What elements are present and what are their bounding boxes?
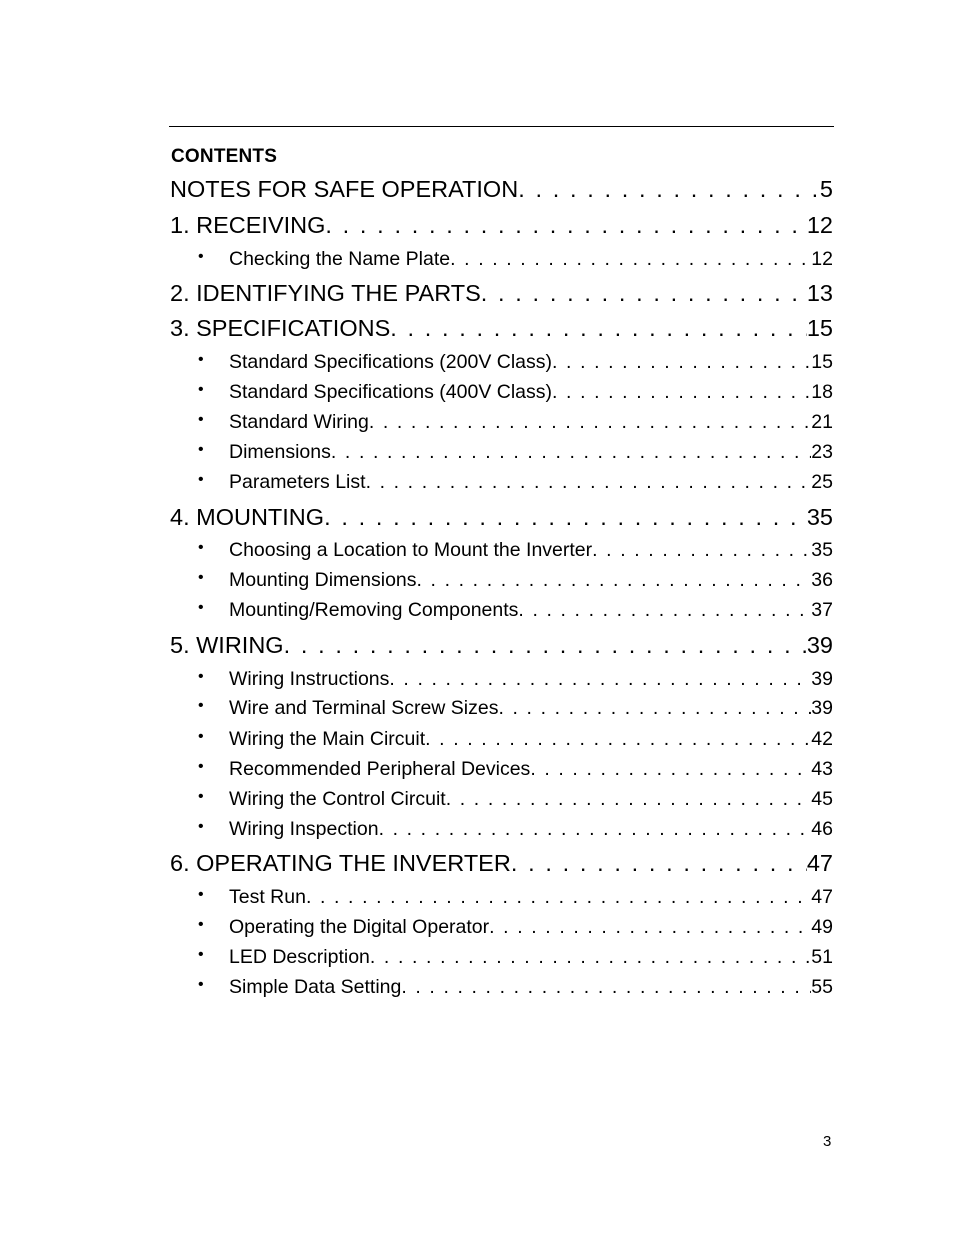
toc-entry-page: 39 bbox=[806, 632, 833, 658]
page-number: 3 bbox=[823, 1133, 832, 1150]
toc-entry-title: Parameters List bbox=[229, 471, 366, 493]
dot-leader bbox=[417, 569, 812, 592]
bullet-icon: • bbox=[198, 916, 204, 933]
bullet-icon: • bbox=[198, 441, 204, 458]
bullet-icon: • bbox=[198, 788, 204, 805]
bullet-icon: • bbox=[198, 381, 204, 398]
toc-subsection-entry[interactable] bbox=[170, 976, 833, 1004]
toc-entry-page: 55 bbox=[811, 976, 833, 998]
toc-entry-title: Test Run bbox=[229, 886, 306, 908]
toc-entry-title: 3. SPECIFICATIONS bbox=[170, 315, 391, 341]
toc-entry-page: 37 bbox=[811, 599, 833, 621]
bullet-icon: • bbox=[198, 351, 204, 368]
toc-entry-page: 45 bbox=[811, 788, 833, 810]
bullet-icon: • bbox=[198, 886, 204, 903]
toc-subsection-entry[interactable] bbox=[170, 248, 833, 276]
bullet-icon: • bbox=[198, 697, 204, 714]
bullet-icon: • bbox=[198, 818, 204, 835]
toc-entry-page: 43 bbox=[811, 758, 833, 780]
toc-entry-page: 51 bbox=[811, 946, 833, 968]
toc-entry-page: 15 bbox=[811, 351, 833, 373]
toc-entry-page: 12 bbox=[811, 248, 833, 270]
toc-entry-page: 23 bbox=[811, 441, 833, 463]
bullet-icon: • bbox=[198, 668, 204, 685]
toc-entry-title: Standard Specifications (200V Class) bbox=[229, 351, 552, 373]
toc-subsection-entry[interactable] bbox=[170, 886, 833, 914]
toc-subsection-entry[interactable] bbox=[170, 441, 833, 469]
bullet-icon: • bbox=[198, 569, 204, 586]
dot-leader bbox=[498, 697, 811, 720]
toc-subsection-entry[interactable] bbox=[170, 946, 833, 974]
toc-entry-title: Checking the Name Plate bbox=[229, 248, 451, 270]
toc-entry-page: 39 bbox=[811, 697, 833, 719]
dot-leader bbox=[324, 504, 807, 531]
toc-entry-page: 35 bbox=[811, 539, 833, 561]
dot-leader bbox=[369, 411, 811, 434]
toc-subsection-entry[interactable] bbox=[170, 818, 833, 846]
toc-entry-title: Wiring Instructions bbox=[229, 668, 390, 690]
dot-leader bbox=[390, 315, 807, 342]
toc-entry-title: Wiring the Main Circuit bbox=[229, 728, 426, 750]
dot-leader bbox=[489, 916, 811, 939]
bullet-icon: • bbox=[198, 976, 204, 993]
dot-leader bbox=[389, 668, 811, 691]
dot-leader bbox=[446, 788, 812, 811]
toc-subsection-entry[interactable] bbox=[170, 668, 833, 696]
toc-entry-page: 47 bbox=[806, 850, 833, 876]
toc-subsection-entry[interactable] bbox=[170, 788, 833, 816]
toc-subsection-entry[interactable] bbox=[170, 539, 833, 567]
toc-section-entry[interactable] bbox=[170, 504, 833, 536]
bullet-icon: • bbox=[198, 539, 204, 556]
toc-subsection-entry[interactable] bbox=[170, 599, 833, 627]
toc-entry-page: 25 bbox=[811, 471, 833, 493]
dot-leader bbox=[518, 176, 820, 203]
toc-entry-page: 36 bbox=[811, 569, 833, 591]
dot-leader bbox=[518, 599, 811, 622]
toc-entry-title: Wiring the Control Circuit bbox=[229, 788, 446, 810]
toc-section-entry[interactable] bbox=[170, 315, 833, 347]
bullet-icon: • bbox=[198, 758, 204, 775]
top-rule bbox=[169, 126, 834, 127]
toc-entry-title: 5. WIRING bbox=[170, 632, 284, 658]
toc-subsection-entry[interactable] bbox=[170, 471, 833, 499]
toc-entry-title: Operating the Digital Operator bbox=[229, 916, 490, 938]
toc-entry-title: 6. OPERATING THE INVERTER bbox=[170, 850, 511, 876]
toc-section-entry[interactable] bbox=[170, 212, 833, 244]
dot-leader bbox=[450, 248, 811, 271]
toc-entry-page: 46 bbox=[811, 818, 833, 840]
toc-subsection-entry[interactable] bbox=[170, 916, 833, 944]
toc-entry-title: Choosing a Location to Mount the Inverter bbox=[229, 539, 593, 561]
toc-subsection-entry[interactable] bbox=[170, 569, 833, 597]
dot-leader bbox=[401, 976, 811, 999]
dot-leader bbox=[592, 539, 811, 562]
dot-leader bbox=[552, 381, 811, 404]
toc-section-entry[interactable] bbox=[170, 280, 833, 312]
toc-entry-page: 49 bbox=[811, 916, 833, 938]
toc-entry-title: Recommended Peripheral Devices bbox=[229, 758, 531, 780]
toc-entry-title: Mounting/Removing Components bbox=[229, 599, 519, 621]
toc-entry-page: 21 bbox=[811, 411, 833, 433]
dot-leader bbox=[306, 886, 811, 909]
dot-leader bbox=[425, 728, 811, 751]
toc-entry-page: 12 bbox=[806, 212, 833, 238]
dot-leader bbox=[481, 280, 807, 307]
bullet-icon: • bbox=[198, 599, 204, 616]
toc-entry-title: Wiring Inspection bbox=[229, 818, 379, 840]
toc-entry-title: Standard Specifications (400V Class) bbox=[229, 381, 552, 403]
dot-leader bbox=[511, 850, 807, 877]
dot-leader bbox=[284, 632, 807, 659]
toc-entry-title: 4. MOUNTING bbox=[170, 504, 325, 530]
bullet-icon: • bbox=[198, 728, 204, 745]
toc-entry-page: 35 bbox=[806, 504, 833, 530]
toc-subsection-entry[interactable] bbox=[170, 758, 833, 786]
toc-section-entry[interactable] bbox=[170, 176, 833, 208]
dot-leader bbox=[530, 758, 811, 781]
bullet-icon: • bbox=[198, 248, 204, 265]
toc-subsection-entry[interactable] bbox=[170, 697, 833, 725]
dot-leader bbox=[379, 818, 812, 841]
toc-subsection-entry[interactable] bbox=[170, 411, 833, 439]
toc-entry-page: 13 bbox=[806, 280, 833, 306]
toc-entry-title: Mounting Dimensions bbox=[229, 569, 417, 591]
contents-heading: CONTENTS bbox=[171, 146, 278, 167]
toc-subsection-entry[interactable] bbox=[170, 381, 833, 409]
toc-entry-page: 39 bbox=[811, 668, 833, 690]
toc-entry-title: Standard Wiring bbox=[229, 411, 369, 433]
toc-entry-page: 42 bbox=[811, 728, 833, 750]
toc-entry-title: LED Description bbox=[229, 946, 370, 968]
dot-leader bbox=[366, 471, 812, 494]
toc-entry-title: Dimensions bbox=[229, 441, 331, 463]
toc-entry-title: 2. IDENTIFYING THE PARTS bbox=[170, 280, 481, 306]
toc-subsection-entry[interactable] bbox=[170, 351, 833, 379]
toc-subsection-entry[interactable] bbox=[170, 728, 833, 756]
toc-entry-title: Wire and Terminal Screw Sizes bbox=[229, 697, 499, 719]
bullet-icon: • bbox=[198, 471, 204, 488]
toc-entry-title: Simple Data Setting bbox=[229, 976, 402, 998]
dot-leader bbox=[325, 212, 806, 239]
dot-leader bbox=[552, 351, 811, 374]
bullet-icon: • bbox=[198, 411, 204, 428]
toc-entry-page: 5 bbox=[819, 176, 833, 202]
toc-entry-title: NOTES FOR SAFE OPERATION bbox=[170, 176, 519, 202]
toc-entry-page: 47 bbox=[811, 886, 833, 908]
dot-leader bbox=[370, 946, 811, 969]
dot-leader bbox=[331, 441, 811, 464]
bullet-icon: • bbox=[198, 946, 204, 963]
toc-entry-page: 18 bbox=[811, 381, 833, 403]
toc-entry-title: 1. RECEIVING bbox=[170, 212, 326, 238]
toc-section-entry[interactable] bbox=[170, 632, 833, 664]
toc-entry-page: 15 bbox=[806, 315, 833, 341]
toc-section-entry[interactable] bbox=[170, 850, 833, 882]
